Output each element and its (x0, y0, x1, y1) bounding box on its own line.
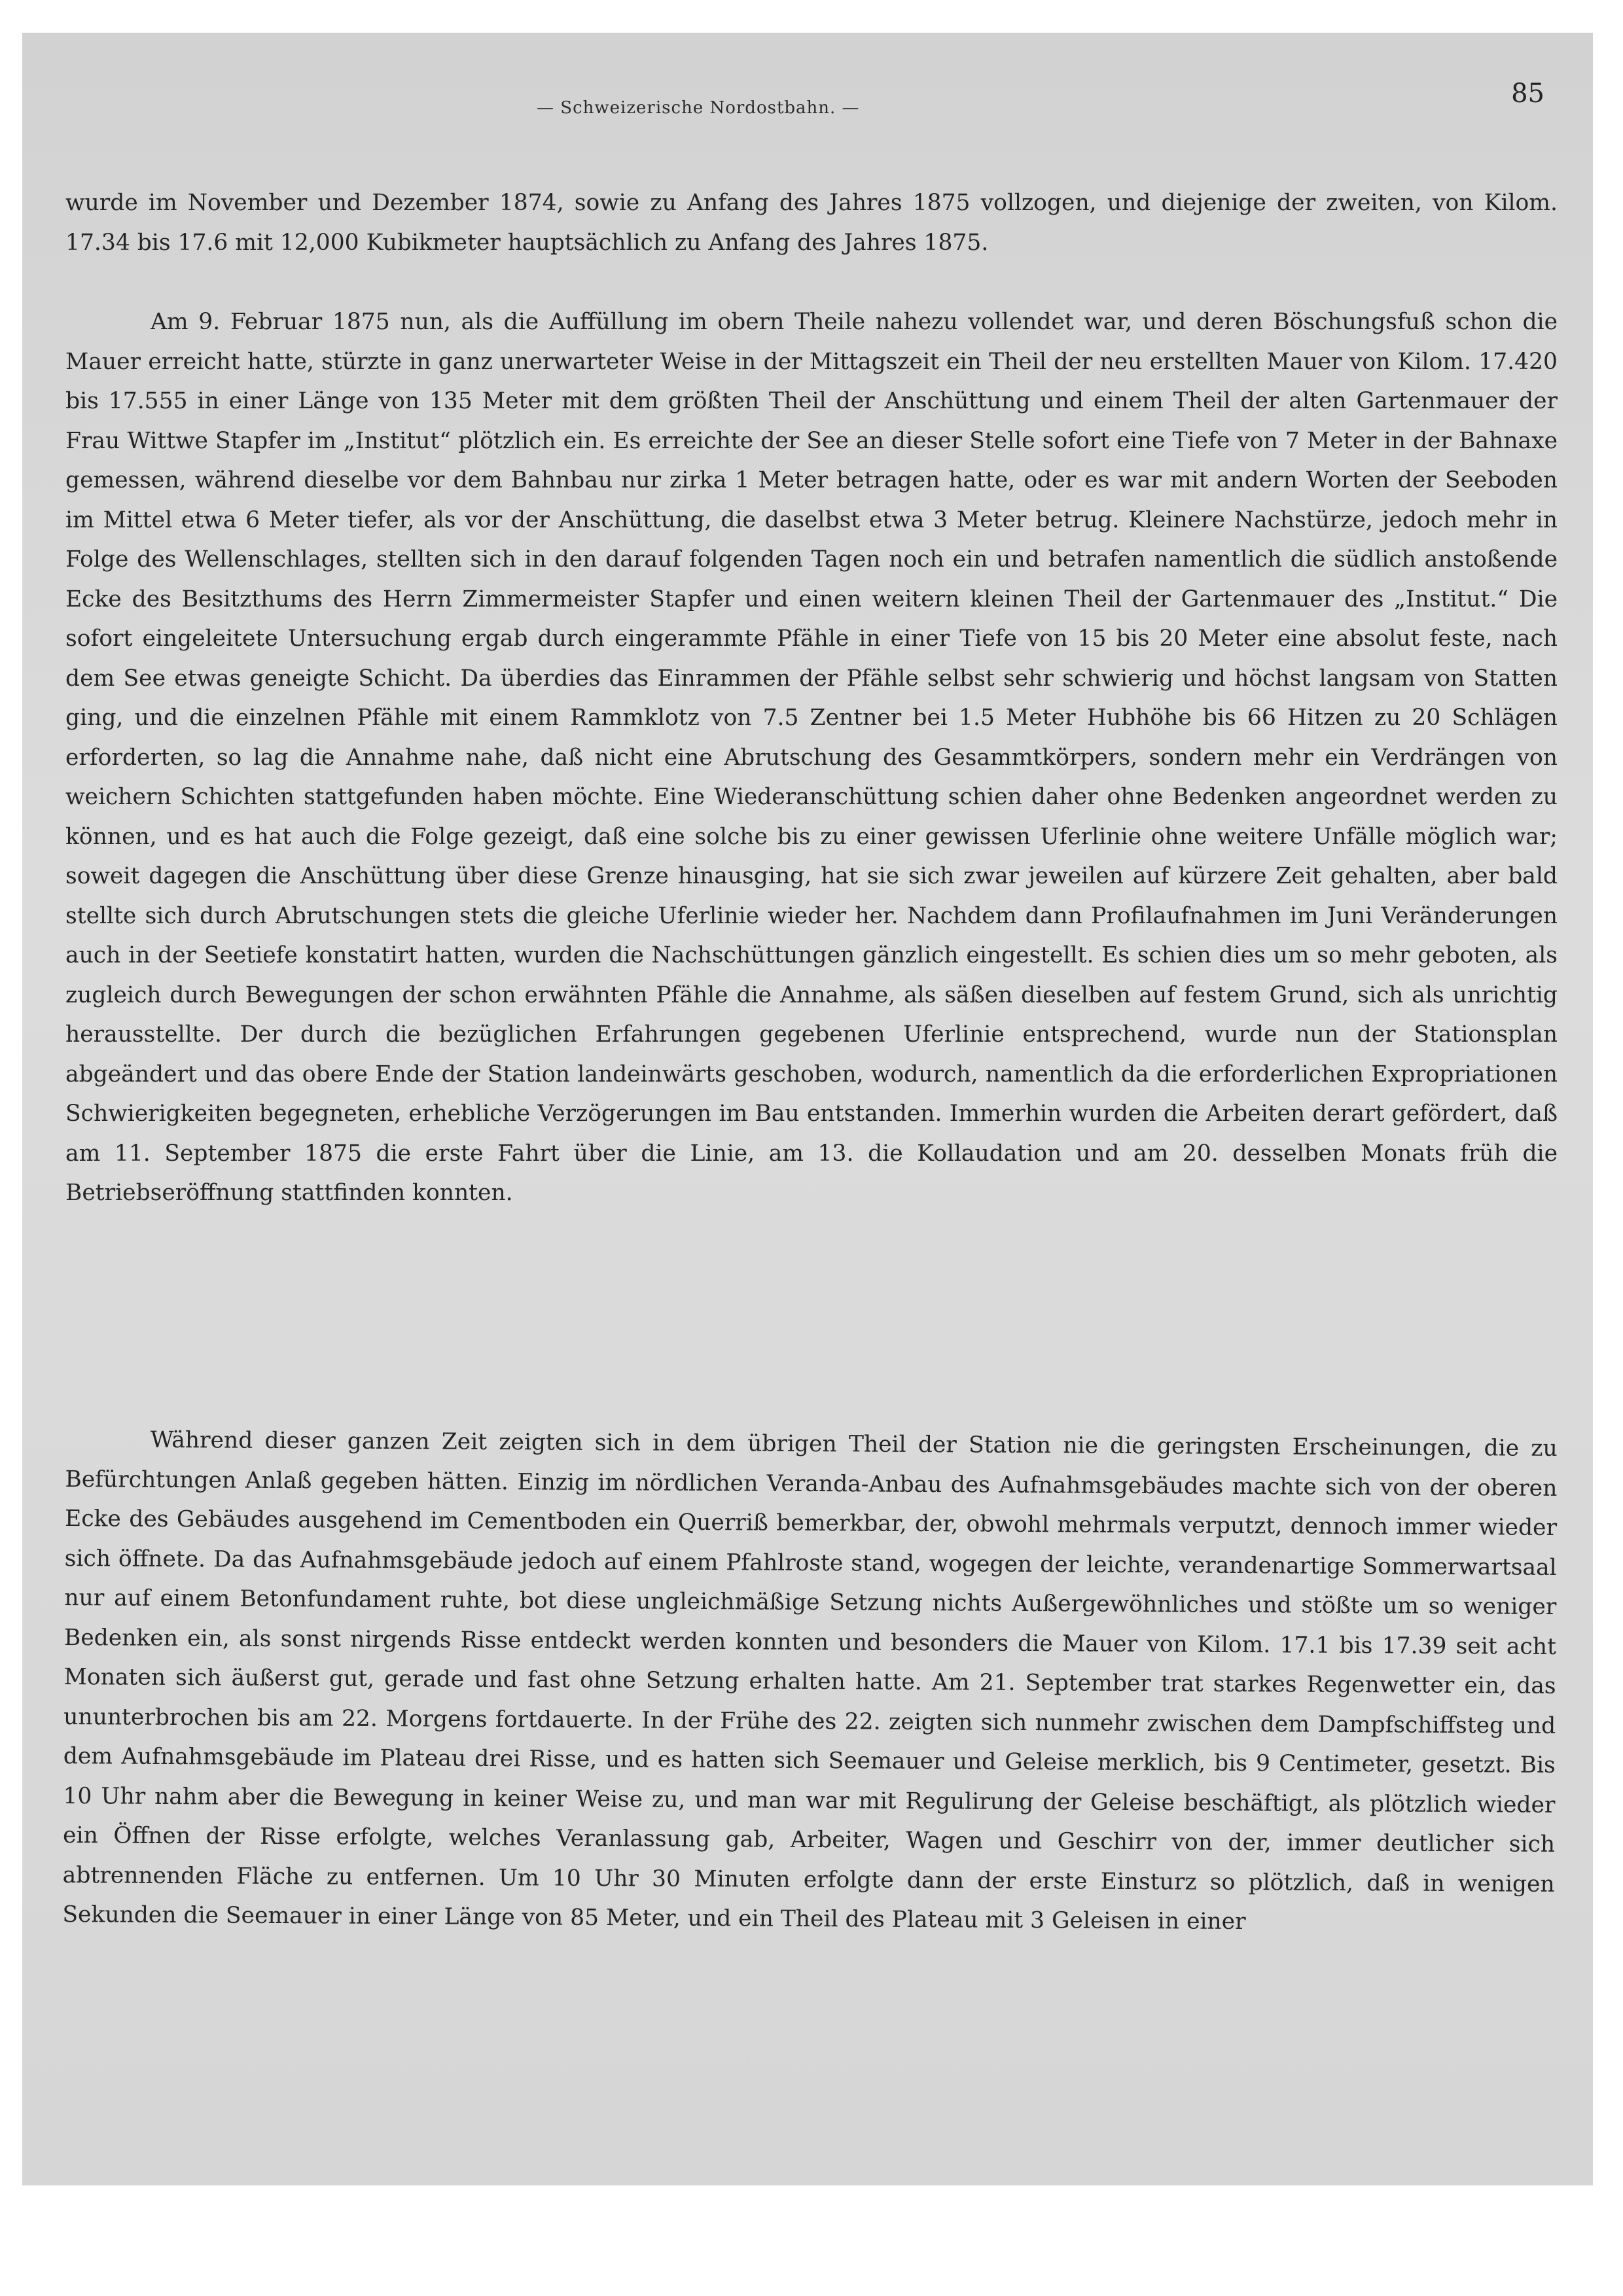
running-header: — Schweizerische Nordostbahn. — (537, 98, 860, 118)
page-number: 85 (1511, 79, 1544, 109)
paragraph-1: wurde im November und Dezember 1874, sowie zu Anfang des Jahres 1875 vollzogen, und diejenige der zweiten, von Kilom. 17.34 bis 17.6 mit 12,000 Kubikmeter hauptsächlich zu Anfang des Jahres 1875. (65, 190, 1558, 256)
paragraph-3: Während dieser ganzen Zeit zeigten sich in dem übrigen Theil der Station nie die geringsten Erscheinungen, die zu Befürchtungen Anlaß gegeben hätten. Einzig im nördlichen Veranda-Anbau des Aufnahmsgebäudes machte sich von der oberen Ecke des Gebäudes ausgehend im Cementboden ein Querriß bemerkbar, der, obwohl mehrmals verputzt, dennoch immer wieder sich öffnete. Da das Aufnahmsgebäude jedoch auf einem Pfahlroste stand, wogegen der leichte, verandenartige Sommerwartsaal nur auf einem Betonfundament ruhte, bot diese ungleichmäßige Setzung nichts Außergewöhnliches und stößte um so weniger Bedenken ein, als sonst nirgends Risse entdeckt werden konnten und besonders die Mauer von Kilom. 17.1 bis 17.39 seit acht Monaten sich äußerst gut, gerade und fast ohne Setzung erhalten hatte. Am 21. September trat starkes Regenwetter ein, das ununterbrochen bis am 22. Morgens fortdauerte. In der Frühe des 22. zeigten sich nunmehr zwischen dem Dampfschiffsteg und dem Aufnahmsgebäude im Plateau drei Risse, und es hatten sich Seemauer und Geleise merklich, bis 9 Centimeter, gesetzt. Bis 10 Uhr nahm aber die Bewegung in keiner Weise zu, und man war mit Regulirung der Geleise beschäftigt, als plötzlich wieder ein Öffnen der Risse erfolgte, welches Veranlassung gab, Arbeiter, Wagen und Geschirr von der, immer deutlicher sich abtrennenden Fläche zu entfernen. Um 10 Uhr 30 Minuten erfolgte dann der erste Einsturz so plötzlich, daß in wenigen Sekunden die Seemauer in einer Länge von 85 Meter, und ein Theil des Plateau mit 3 Geleisen in einer (62, 1426, 1558, 1935)
paragraph-2: Am 9. Februar 1875 nun, als die Auffüllung im obern Theile nahezu vollendet war, und deren Böschungsfuß schon die Mauer erreicht hatte, stürzte in ganz unerwarteter Weise in der Mittagszeit ein Theil der neu erstellten Mauer von Kilom. 17.420 bis 17.555 in einer Länge von 135 Meter mit dem größten Theil der Anschüttung und einem Theil der alten Gartenmauer der Frau Wittwe Stapfer im „Institut“ plötzlich ein. Es erreichte der See an dieser Stelle sofort eine Tiefe von 7 Meter in der Bahnaxe gemessen, während dieselbe vor dem Bahnbau nur zirka 1 Meter betragen hatte, oder es war mit andern Worten der Seeboden im Mittel etwa 6 Meter tiefer, als vor der Anschüttung, die daselbst etwa 3 Meter betrug. Kleinere Nachstürze, jedoch mehr in Folge des Wellenschlages, stellten sich in den darauf folgenden Tagen noch ein und betrafen namentlich die südlich anstoßende Ecke des Besitzthums des Herrn Zimmermeister Stapfer und einen weitern kleinen Theil der Gartenmauer des „Institut.“ Die sofort eingeleitete Untersuchung ergab durch eingerammte Pfähle in einer Tiefe von 15 bis 20 Meter eine absolut feste, nach dem See etwas geneigte Schicht. Da überdies das Einrammen der Pfähle selbst sehr schwierig und höchst langsam von Statten ging, und die einzelnen Pfähle mit einem Rammklotz von 7.5 Zentner bei 1.5 Meter Hubhöhe bis 66 Hitzen zu 20 Schlägen erforderten, so lag die Annahme nahe, daß nicht eine Abrutschung des Gesammtkörpers, sondern mehr ein Verdrängen von weichern Schichten stattgefunden haben möchte. Eine Wiederanschüttung schien daher ohne Bedenken angeordnet werden zu können, und es hat auch die Folge gezeigt, daß eine solche bis zu einer gewissen Uferlinie ohne weitere Unfälle möglich war; soweit dagegen die Anschüttung über diese Grenze hinausging, hat sie sich zwar jeweilen auf kürzere Zeit gehalten, aber bald stellte sich durch Abrutschungen stets die gleiche Uferlinie wieder her. Nachdem dann Profilaufnahmen im Juni Veränderungen auch in der Seetiefe konstatirt hatten, wurden die Nachschüttungen gänzlich eingestellt. Es schien dies um so mehr geboten, als zugleich durch Bewegungen der schon erwähnten Pfähle die Annahme, als säßen dieselben auf festem Grund, sich als unrichtig herausstellte. Der durch die bezüglichen Erfahrungen gegebenen Uferlinie entsprechend, wurde nun der Stationsplan abgeändert und das obere Ende der Station landeinwärts geschoben, wodurch, namentlich da die erforderlichen Expropriationen Schwierigkeiten begegneten, erhebliche Verzögerungen im Bau entstanden. Immerhin wurden die Arbeiten derart gefördert, daß am 11. September 1875 die erste Fahrt über die Linie, am 13. die Kollaudation und am 20. desselben Monats früh die Betriebseröffnung stattfinden konnten. (65, 309, 1558, 1206)
